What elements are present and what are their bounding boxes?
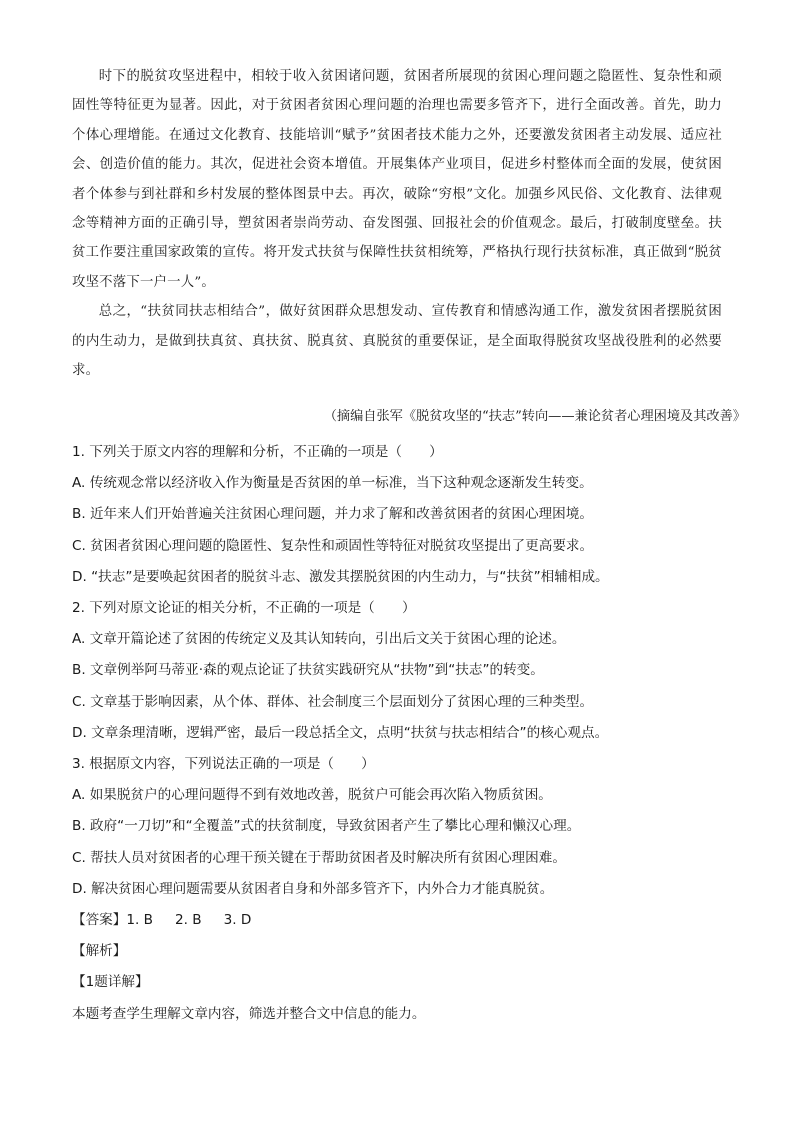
- question-option: C. 文章基于影响因素，从个体、群体、社会制度三个层面划分了贫困心理的三种类型。: [72, 693, 594, 710]
- question-option: D. “扶志”是要唤起贫困者的脱贫斗志、激发其摆脱贫困的内生动力，与“扶贫”相辅相成。: [72, 568, 609, 585]
- question-option: B. 近年来人们开始普遍关注贫困心理问题，并力求了解和改善贫困者的贫困心理困境。: [72, 506, 593, 523]
- question-stem: 1. 下列关于原文内容的理解和分析，不正确的一项是（ ）: [72, 444, 443, 460]
- analysis-heading: 【解析】: [72, 943, 127, 960]
- question-block: [72, 593, 742, 749]
- detail-heading: 【1题详解】: [72, 974, 149, 991]
- question-option: A. 文章开篇论述了贫困的传统定义及其认知转向，引出后文关于贫困心理的论述。: [72, 631, 566, 648]
- answer-item: 1. B: [126, 912, 153, 929]
- question-block: [72, 437, 742, 593]
- answer-tag: 【答案】: [72, 912, 127, 929]
- question-option: C. 帮扶人员对贫困者的心理干预关键在于帮助贫困者及时解决所有贫困心理困难。: [72, 849, 566, 866]
- answer-item: 2. B: [175, 912, 202, 929]
- answer-line: [72, 905, 742, 936]
- question-option: C. 贫困者贫困心理问题的隐匿性、复杂性和顽固性等特征对脱贫攻坚提出了更高要求。: [72, 537, 594, 554]
- questions-section: [72, 437, 742, 1030]
- question-option: B. 文章例举阿马蒂亚·森的观点论证了扶贫实践研究从“扶物”到“扶志”的转变。: [72, 662, 544, 679]
- passage-paragraph: 总之，“扶贫同扶志相结合”，做好贫困群众思想发动、宣传教育和情感沟通工作，激发贫困者摆脱贫困的内生动力，是做到扶真贫、真扶贫、脱真贫、真脱贫的重要保证，是全面取得脱贫攻坚战役胜利的必然要求。: [72, 304, 722, 379]
- question-block: [72, 749, 742, 905]
- question-option: A. 如果脱贫户的心理问题得不到有效地改善，脱贫户可能会再次陷入物质贫困。: [72, 787, 552, 804]
- question-option: D. 文章条理清晰，逻辑严密，最后一段总括全文，点明“扶贫与扶志相结合”的核心观点。: [72, 724, 609, 741]
- question-stem: 2. 下列对原文论证的相关分析，不正确的一项是（ ）: [72, 600, 416, 617]
- question-option: A. 传统观念常以经济收入作为衡量是否贫困的单一标准，当下这种观念逐渐发生转变。: [72, 475, 593, 492]
- question-stem: 3. 根据原文内容，下列说法正确的一项是（ ）: [72, 756, 375, 773]
- question-option: B. 政府“一刀切”和“全覆盖”式的扶贫制度，导致贫困者产生了攀比心理和懒汉心理。: [72, 818, 581, 835]
- detail-text: 本题考查学生理解文章内容，筛选并整合文中信息的能力。: [72, 1005, 426, 1022]
- reading-passage: [72, 62, 722, 385]
- passage-source: （摘编自张军《脱贫攻坚的“扶志”转向——兼论贫者心理困境及其改善》: [323, 409, 746, 424]
- passage-paragraph: 时下的脱贫攻坚进程中，相较于收入贫困诸问题，贫困者所展现的贫困心理问题之隐匿性、复杂性和顽固性等特征更为显著。因此，对于贫困者贫困心理问题的治理也需要多管齐下，进行全面改善。首先，助力个体心理增能。在通过文化教育、技能培训“赋予”贫困者技术能力之外，还要激发贫困者主动发展、适应社会、创造价值的能力。其次，促进社会资本增值。开展集体产业项目，促进乡村整体而全面的发展，使贫困者个体参与到社群和乡村发展的整体图景中去。再次，破除“穷根”文化。加强乡风民俗、文化教育、法律观念等精神方面的正确引导，塑贫困者崇尚劳动、奋发图强、回报社会的价值观念。最后，打破制度壁垒。扶贫工作要注重国家政策的宣传。将开发式扶贫与保障性扶贫相统筹，严格执行现行扶贫标准，真正做到“脱贫攻坚不落下一户一人”。: [72, 69, 722, 290]
- question-option: D. 解决贫困心理问题需要从贫困者自身和外部多管齐下，内外合力才能真脱贫。: [72, 880, 554, 897]
- answer-item: 3. D: [223, 912, 252, 929]
